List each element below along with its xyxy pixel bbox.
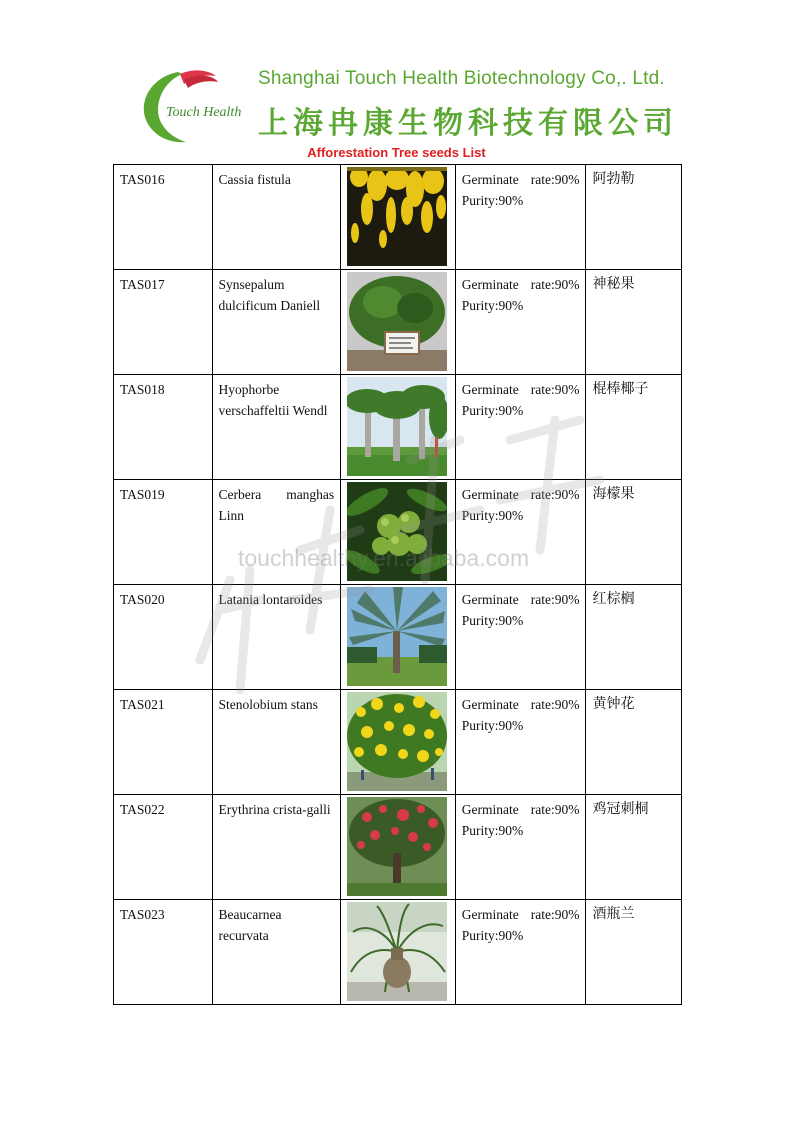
- germinate-value: rate:90%: [530, 382, 580, 397]
- germinate-rate: [462, 694, 580, 715]
- cn-name-cell: [586, 795, 682, 900]
- fan-palm-icon: [347, 587, 447, 686]
- purity: Purity:90%: [461, 403, 524, 418]
- yellow-bush-icon: [347, 692, 447, 791]
- name-cell: [212, 585, 341, 690]
- germinate-label: Germinate: [461, 802, 519, 817]
- seed-code: TAS016: [120, 172, 165, 187]
- red-blossom-tree-icon: [347, 797, 447, 896]
- company-name-cn: 上海冉康生物科技有限公司: [258, 106, 678, 141]
- table-row: [114, 585, 682, 690]
- cn-name-cell: [586, 375, 682, 480]
- seed-code: TAS022: [120, 802, 165, 817]
- seed-code: TAS017: [120, 277, 165, 292]
- latin-name: Synsepalum dulcificum Daniell: [218, 277, 321, 313]
- germinate-value: rate:90%: [530, 697, 580, 712]
- germinate-label: Germinate: [461, 277, 519, 292]
- cn-name-cell: [586, 585, 682, 690]
- svg-text:Touch Health: Touch Health: [166, 105, 242, 120]
- latin-name: Cassia fistula: [218, 172, 291, 187]
- chinese-name: 神秘果: [592, 276, 635, 292]
- germinate-rate: [462, 379, 580, 400]
- name-cell: [212, 375, 341, 480]
- palm-tree-icon: [347, 377, 447, 476]
- green-fruit-icon: [347, 482, 447, 581]
- purity: Purity:90%: [461, 823, 524, 838]
- germinate-label: Germinate: [461, 382, 519, 397]
- table-row: [114, 270, 682, 375]
- chinese-name: 黄钟花: [592, 696, 635, 712]
- germinate-value: rate:90%: [530, 487, 580, 502]
- rate-cell: [455, 270, 586, 375]
- purity: Purity:90%: [461, 718, 524, 733]
- purity: Purity:90%: [461, 613, 524, 628]
- cn-name-cell: [586, 480, 682, 585]
- chinese-name: 鸡冠刺桐: [592, 801, 649, 817]
- name-cell: [212, 690, 341, 795]
- code-cell: [114, 270, 213, 375]
- germinate-label: Germinate: [461, 697, 519, 712]
- name-cell: [212, 165, 341, 270]
- code-cell: [114, 375, 213, 480]
- rate-cell: [455, 375, 586, 480]
- germinate-rate: [462, 799, 580, 820]
- photo-cell: [341, 585, 456, 690]
- touch-health-logo: [138, 66, 254, 146]
- germinate-rate: [462, 589, 580, 610]
- germinate-label: Germinate: [461, 487, 519, 502]
- cn-name-cell: [586, 165, 682, 270]
- table-row: [114, 690, 682, 795]
- photo-cell: [341, 165, 456, 270]
- seed-code: TAS019: [120, 487, 165, 502]
- germinate-value: rate:90%: [530, 802, 580, 817]
- cn-name-cell: [586, 270, 682, 375]
- table-row: [114, 795, 682, 900]
- table-row: [114, 900, 682, 1005]
- photo-cell: [341, 900, 456, 1005]
- code-cell: [114, 795, 213, 900]
- round-shrub-icon: [347, 272, 447, 371]
- code-cell: [114, 585, 213, 690]
- chinese-name: 酒瓶兰: [592, 906, 635, 922]
- germinate-label: Germinate: [461, 907, 519, 922]
- photo-cell: [341, 795, 456, 900]
- germinate-value: rate:90%: [530, 592, 580, 607]
- germinate-value: rate:90%: [530, 172, 580, 187]
- seed-code: TAS018: [120, 382, 165, 397]
- rate-cell: [455, 480, 586, 585]
- cn-name-cell: [586, 690, 682, 795]
- code-cell: [114, 900, 213, 1005]
- purity: Purity:90%: [461, 193, 524, 208]
- rate-cell: [455, 165, 586, 270]
- name-cell: [212, 270, 341, 375]
- latin-name: Latania lontaroides: [218, 592, 323, 607]
- latin-name: Stenolobium stans: [218, 697, 318, 712]
- page-header: [0, 0, 793, 165]
- name-cell: [212, 480, 341, 585]
- code-cell: [114, 690, 213, 795]
- name-cell: [212, 795, 341, 900]
- cn-name-cell: [586, 900, 682, 1005]
- chinese-name: 海檬果: [592, 486, 635, 502]
- rate-cell: [455, 795, 586, 900]
- chinese-name: 阿勃勒: [592, 171, 635, 187]
- seeds-table: [113, 164, 682, 1005]
- ponytail-palm-icon: [347, 902, 447, 1001]
- code-cell: [114, 165, 213, 270]
- watermark-url: touchhealthy.en.alibaba.com: [238, 545, 530, 571]
- seed-code: TAS020: [120, 592, 165, 607]
- germinate-rate: [462, 169, 580, 190]
- germinate-value: rate:90%: [530, 277, 580, 292]
- photo-cell: [341, 690, 456, 795]
- seed-code: TAS023: [120, 907, 165, 922]
- yellow-flower-icon: [347, 167, 447, 266]
- code-cell: [114, 480, 213, 585]
- germinate-rate: [462, 904, 580, 925]
- photo-cell: [341, 480, 456, 585]
- company-name-en: Shanghai Touch Health Biotechnology Co,. Ltd.: [258, 68, 665, 89]
- photo-cell: [341, 375, 456, 480]
- rate-cell: [455, 585, 586, 690]
- table-row: [114, 375, 682, 480]
- rate-cell: [455, 690, 586, 795]
- document-title: Afforestation Tree seeds List: [307, 145, 486, 160]
- seed-code: TAS021: [120, 697, 165, 712]
- latin-name: Hyophorbe verschaffeltii Wendl: [218, 382, 328, 418]
- name-cell: [212, 900, 341, 1005]
- purity: Purity:90%: [461, 928, 524, 943]
- germinate-label: Germinate: [461, 592, 519, 607]
- latin-name: Cerbera manghas Linn: [218, 487, 335, 523]
- chinese-name: 棍棒椰子: [592, 381, 649, 397]
- table-row: [114, 165, 682, 270]
- purity: Purity:90%: [461, 508, 524, 523]
- chinese-name: 红棕榈: [592, 591, 635, 607]
- photo-cell: [341, 270, 456, 375]
- purity: Purity:90%: [461, 298, 524, 313]
- table-row: [114, 480, 682, 585]
- germinate-rate: [462, 484, 580, 505]
- rate-cell: [455, 900, 586, 1005]
- latin-name: Erythrina crista-galli: [218, 802, 331, 817]
- germinate-rate: [462, 274, 580, 295]
- germinate-value: rate:90%: [530, 907, 580, 922]
- latin-name: Beaucarnea recurvata: [218, 907, 282, 943]
- germinate-label: Germinate: [461, 172, 519, 187]
